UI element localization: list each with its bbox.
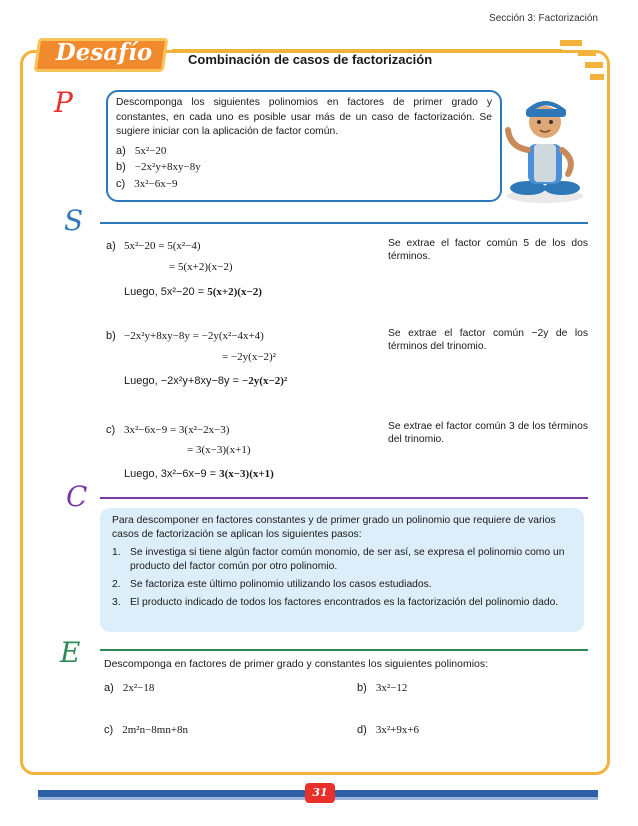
solution-a-label: a) <box>106 240 116 252</box>
solution-b-result: Luego, −2x²y+8xy−8y = −2y(x−2)² <box>124 375 288 387</box>
solution-b-step1: −2x²y+8xy−8y = −2y(x²−4x+4) <box>124 330 264 342</box>
section-letter-c: C <box>66 480 88 513</box>
exercise-item-b: b) 3x²−12 <box>357 682 408 694</box>
problem-item: b) −2x²y+8xy−8y <box>116 161 201 173</box>
solution-c-result: Luego, 3x²−6x−9 = 3(x−3)(x+1) <box>124 468 274 480</box>
solution-b-note: Se extrae el factor común −2y de los términos del trinomio. <box>388 328 588 352</box>
lesson-title: Combinación de casos de factorización <box>188 52 433 67</box>
problem-item: a) 5x²−20 <box>116 144 167 157</box>
corner-decoration <box>560 40 582 46</box>
conclusion-content <box>112 514 572 610</box>
corner-decoration <box>585 62 603 68</box>
exercise-item-a: a) 2x²−18 <box>104 682 155 694</box>
section-header: Sección 3: Factorización <box>489 13 598 24</box>
solution-c-step2: = 3(x−3)(x+1) <box>187 444 251 456</box>
student-character-illustration <box>500 92 590 204</box>
exercise-rule <box>100 649 588 651</box>
section-letter-p: P <box>54 86 73 119</box>
solution-c-note: Se extrae el factor común 3 de los términos del trinomio. <box>388 421 588 445</box>
solution-c-step1: 3x²−6x−9 = 3(x²−2x−3) <box>124 424 230 436</box>
solution-c-label: c) <box>106 424 116 436</box>
corner-decoration <box>578 50 596 56</box>
problem-statement: Descomponga los siguientes polinomios en factores de primer grado y constantes, en cada uno es posible usar más de un caso de factorización. Se sugiere iniciar con la aplicación de factor común. <box>116 97 492 137</box>
conclusion-step: 2. Se factoriza este último polinomio utilizando los casos estudiados. <box>112 579 432 590</box>
exercise-item-d: d) 3x²+9x+6 <box>357 724 420 736</box>
conclusion-step: 1. Se investiga si tiene algún factor común monomio, de ser así, se expresa el polinomio como un producto del factor común por otro polinomio. <box>112 547 565 572</box>
conclusion-step: 3. El producto indicado de todos los factores encontrados es la factorización del polinomio dado. <box>112 597 559 608</box>
solution-b-step2: = −2y(x−2)² <box>222 351 276 363</box>
solution-b-label: b) <box>106 330 116 342</box>
section-letter-e: E <box>60 636 81 669</box>
solution-a-step2: = 5(x+2)(x−2) <box>169 261 233 273</box>
exercise-item-c: c) 2m²n−8mn+8n <box>104 724 189 736</box>
solution-a-note: Se extrae el factor común 5 de los dos términos. <box>388 238 588 262</box>
conclusion-intro: Para descomponer en factores constantes y de primer grado un polinomio que requiere de varios casos de factorización se aplican los siguientes pasos: <box>112 515 556 540</box>
corner-decoration <box>590 74 604 80</box>
section-letter-s: S <box>64 204 84 237</box>
problem-content <box>116 96 492 191</box>
conclusion-rule <box>100 497 588 499</box>
solution-rule <box>100 222 588 224</box>
page-number: 31 <box>305 783 335 803</box>
solution-a-step1: 5x²−20 = 5(x²−4) <box>124 240 201 252</box>
problem-item: c) 3x²−6x−9 <box>116 177 178 190</box>
solution-a-result: Luego, 5x²−20 = 5(x+2)(x−2) <box>124 286 262 298</box>
badge-label: Desafío <box>55 39 153 66</box>
exercise-instruction: Descomponga en factores de primer grado y constantes los siguientes polinomios: <box>104 658 489 670</box>
